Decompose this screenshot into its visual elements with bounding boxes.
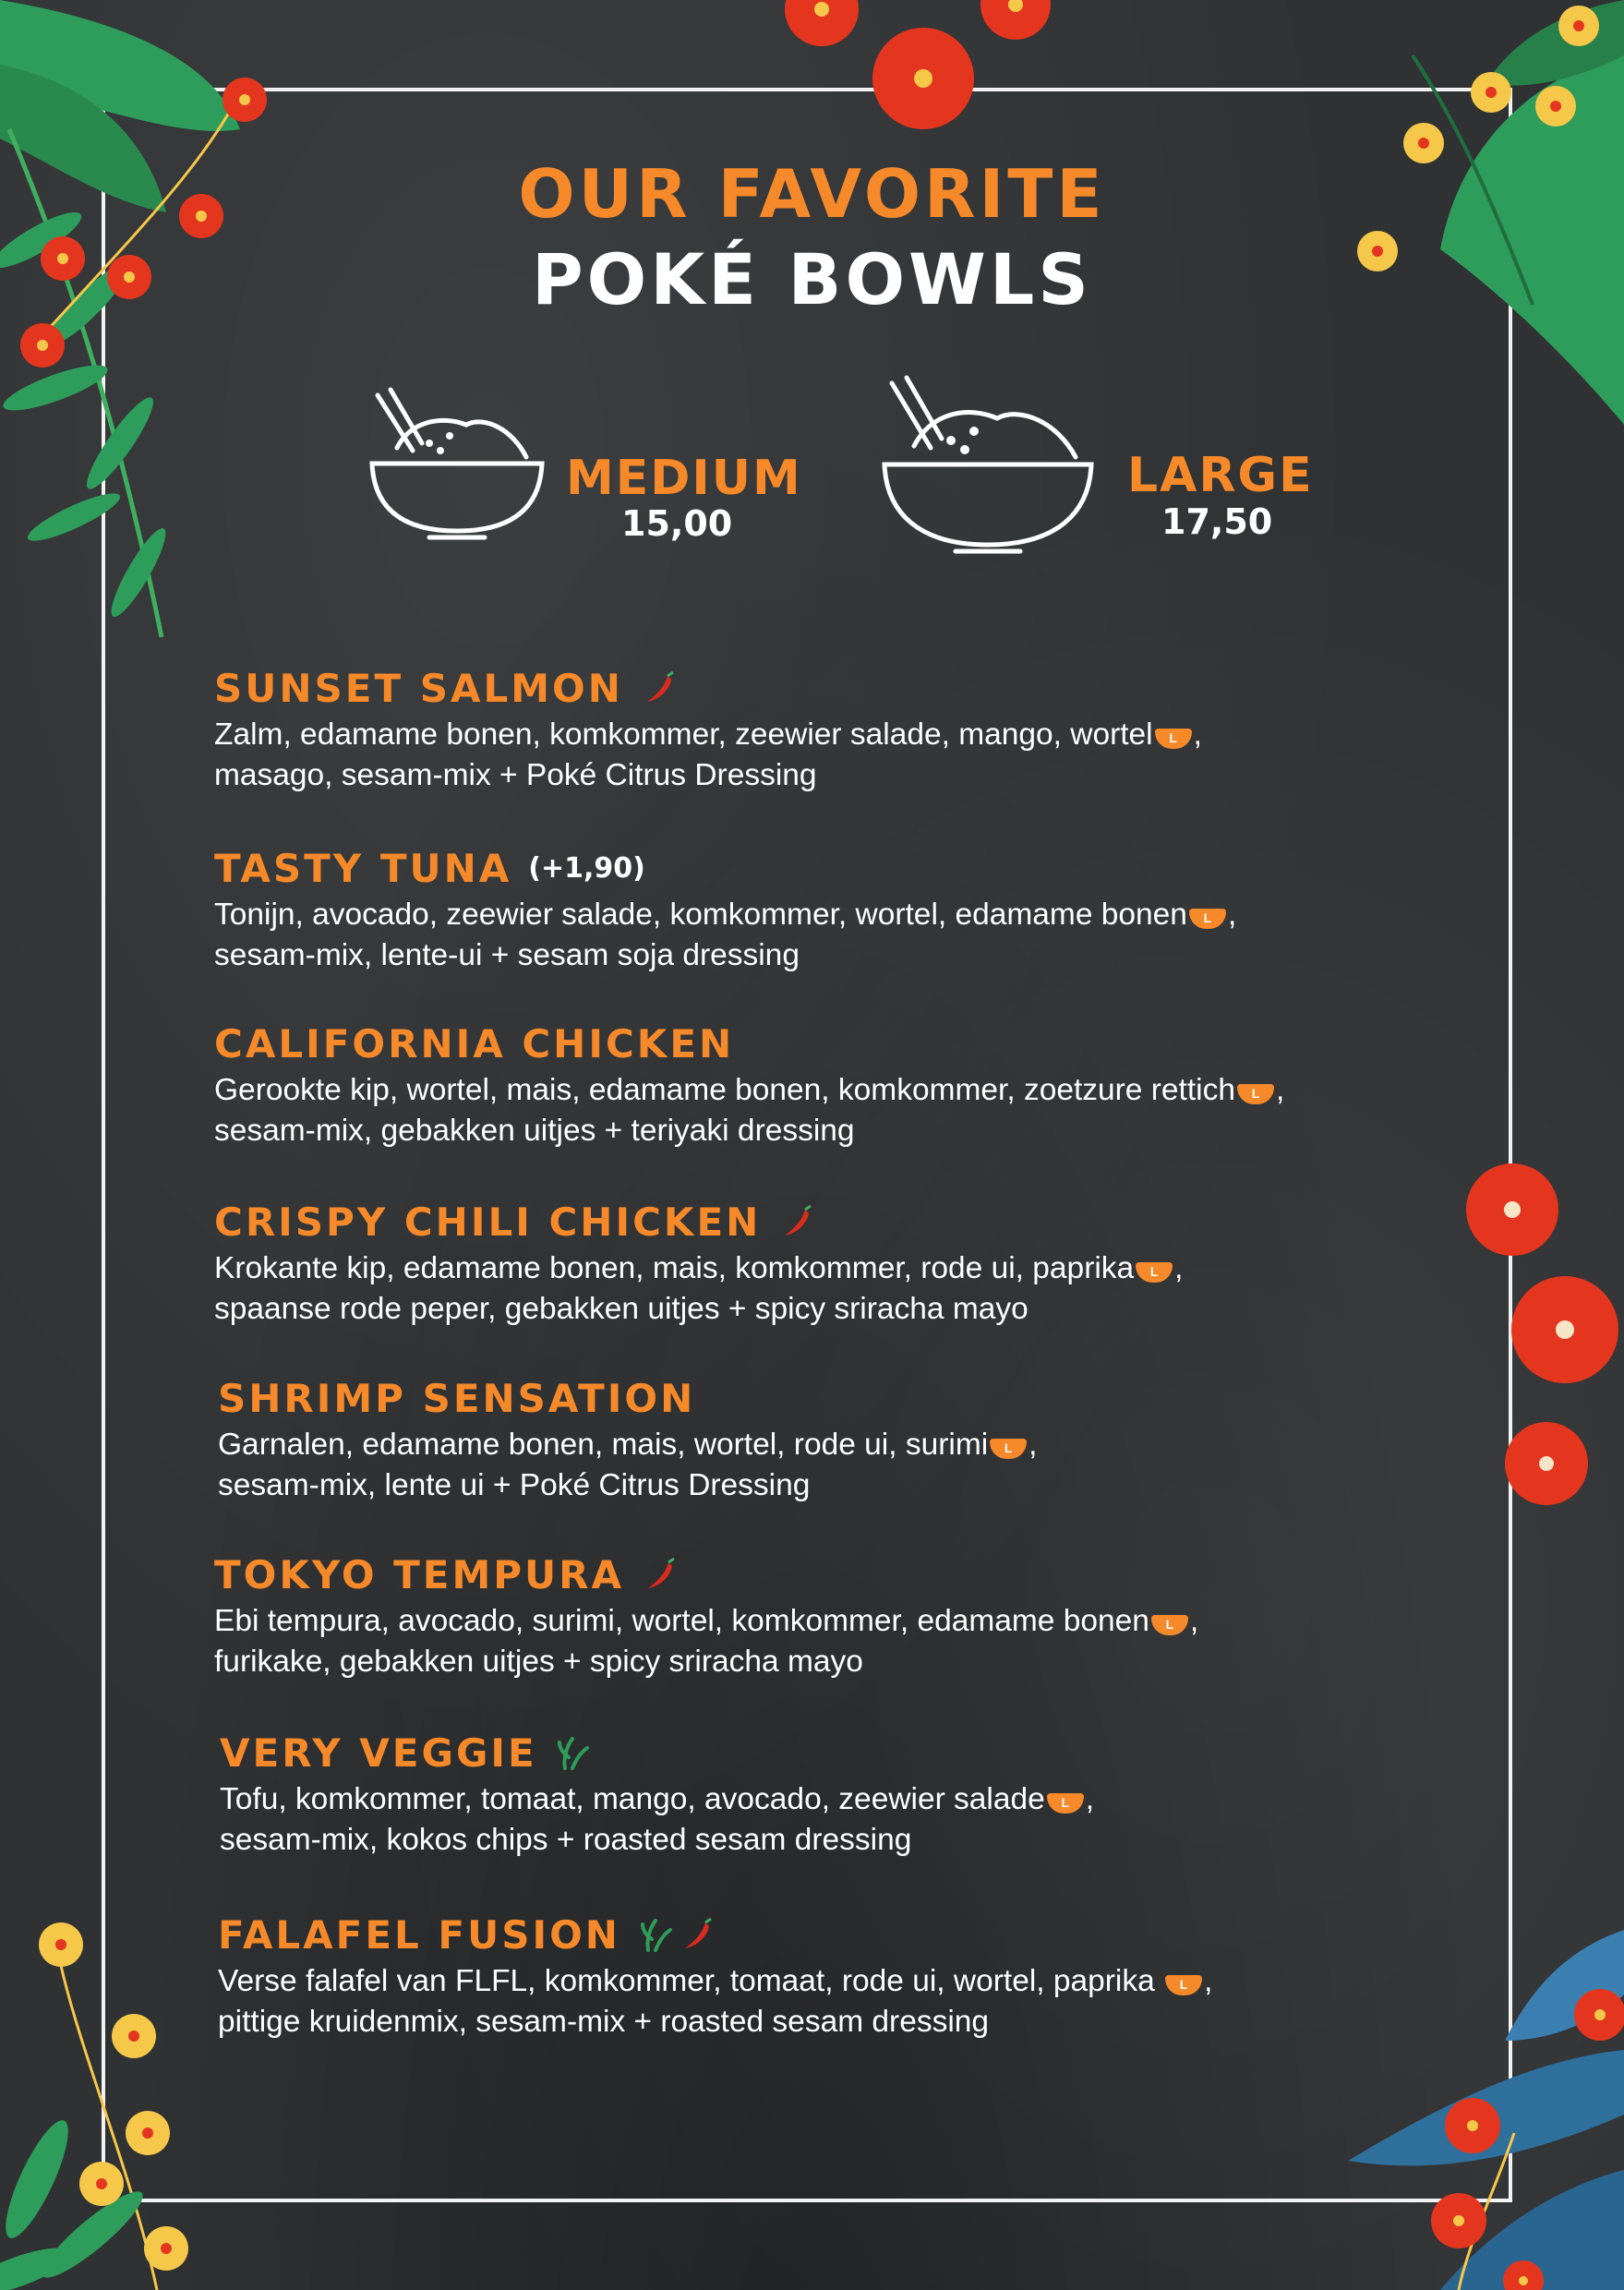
menu-item-name: SHRIMP SENSATION <box>218 1376 696 1421</box>
menu-title-line2: POKÉ BOWLS <box>531 238 1093 320</box>
menu-item-description-line2: sesam-mix, kokos chips + roasted sesam dressing <box>220 1823 912 1857</box>
menu-item-description-line2: sesam-mix, lente-ui + sesam soja dressing <box>214 938 800 972</box>
menu-item-description-line1: Garnalen, edamame bonen, mais, wortel, rode ui, surimi <box>218 1428 989 1462</box>
line-end-punctuation: , <box>1275 1073 1285 1107</box>
menu-item-name: CRISPY CHILI CHICKEN <box>214 1199 762 1245</box>
large-bowl-badge-icon: L <box>990 1439 1027 1459</box>
menu-item-shrimp-sensation <box>218 1375 1464 1504</box>
menu-item-description-line2: sesam-mix, lente ui + Poké Citrus Dressing <box>218 1468 811 1502</box>
menu-item-name: SUNSET SALMON <box>214 666 623 711</box>
large-bowl-badge-icon: L <box>1155 729 1192 749</box>
bowl-with-chopsticks-icon <box>365 379 549 554</box>
menu-item-name: TOKYO TEMPURA <box>214 1552 625 1597</box>
menu-item-description-line2: sesam-mix, gebakken uitjes + teriyaki dressing <box>214 1114 855 1148</box>
menu-item-california-chicken <box>214 1020 1461 1150</box>
large-bowl-badge-icon: L <box>1047 1793 1084 1814</box>
size-price: 17,50 <box>1161 501 1273 542</box>
large-bowl-badge-icon: L <box>1136 1262 1173 1283</box>
menu-item-description-line1: Tofu, komkommer, tomaat, mango, avocado, zeewier salade <box>220 1782 1045 1816</box>
menu-item-surcharge: (+1,90) <box>528 852 645 885</box>
menu-item-name: FALAFEL FUSION <box>218 1912 620 1958</box>
chili-icon <box>640 670 677 707</box>
line-end-punctuation: , <box>1085 1782 1095 1816</box>
large-bowl-badge-icon: L <box>1165 1975 1202 1995</box>
menu-item-description-line1: Krokante kip, edamame bonen, mais, komkommer, rode ui, paprika <box>214 1251 1135 1285</box>
menu-item-description-line1: Ebi tempura, avocado, surimi, wortel, komkommer, edamame bonen <box>214 1604 1149 1638</box>
size-option-medium <box>365 379 808 563</box>
menu-item-crispy-chili-chicken <box>214 1199 1461 1328</box>
line-end-punctuation: , <box>1193 717 1202 752</box>
menu-item-name: TASTY TUNA <box>214 846 512 891</box>
vegan-leaf-icon <box>637 1917 674 1954</box>
line-end-punctuation: , <box>1174 1251 1184 1285</box>
size-option-large <box>877 365 1320 563</box>
menu-item-name: CALIFORNIA CHICKEN <box>214 1021 735 1067</box>
line-end-punctuation: , <box>1227 898 1237 932</box>
menu-item-name: VERY VEGGIE <box>220 1730 537 1776</box>
hibiscus-top-center-decoration <box>766 0 1062 139</box>
hibiscus-right-side-decoration <box>1450 1154 1624 1524</box>
menu-item-description-line2: spaanse rode peper, gebakken uitjes + spicy sriracha mayo <box>214 1292 1029 1326</box>
menu-item-very-veggie <box>220 1730 1466 1859</box>
chili-icon <box>678 1917 715 1954</box>
menu-item-tokyo-tempura <box>214 1551 1461 1681</box>
tropical-leaves-bottom-left-decoration <box>0 1902 222 2290</box>
chili-icon <box>777 1204 814 1241</box>
size-name: LARGE <box>1127 448 1314 503</box>
menu-item-description-line1: Tonijn, avocado, zeewier salade, komkommer, wortel, edamame bonen <box>214 898 1187 932</box>
chili-icon <box>641 1557 678 1594</box>
menu-item-description-line2: pittige kruidenmix, sesam-mix + roasted sesam dressing <box>218 2005 990 2039</box>
menu-item-description-line1: Verse falafel van FLFL, komkommer, tomaat, rode ui, wortel, paprika <box>218 1964 1155 1998</box>
menu-item-description-line1: Gerookte kip, wortel, mais, edamame bonen, komkommer, zoetzure rettich <box>214 1073 1235 1107</box>
menu-item-tasty-tuna <box>214 845 1461 974</box>
menu-item-description-line1: Zalm, edamame bonen, komkommer, zeewier salade, mango, wortel <box>214 717 1153 752</box>
menu-item-description-line2: furikake, gebakken uitjes + spicy sriracha mayo <box>214 1645 863 1679</box>
menu-item-sunset-salmon <box>214 665 1461 794</box>
tropical-leaves-top-left-decoration <box>0 0 277 646</box>
line-end-punctuation: , <box>1189 1604 1199 1638</box>
menu-item-falafel-fusion <box>218 1911 1464 2041</box>
line-end-punctuation: , <box>1204 1964 1213 1998</box>
size-price: 15,00 <box>621 503 733 544</box>
vegan-leaf-icon <box>554 1735 591 1772</box>
menu-title-line1: OUR FAVORITE <box>518 155 1106 233</box>
bowl-with-chopsticks-icon <box>877 365 1099 559</box>
large-bowl-badge-icon: L <box>1237 1084 1274 1104</box>
size-name: MEDIUM <box>566 451 802 506</box>
line-end-punctuation: , <box>1029 1428 1038 1462</box>
large-bowl-badge-icon: L <box>1151 1615 1188 1635</box>
large-bowl-badge-icon: L <box>1189 909 1226 929</box>
menu-item-description-line2: masago, sesam-mix + Poké Citrus Dressing <box>214 758 817 792</box>
